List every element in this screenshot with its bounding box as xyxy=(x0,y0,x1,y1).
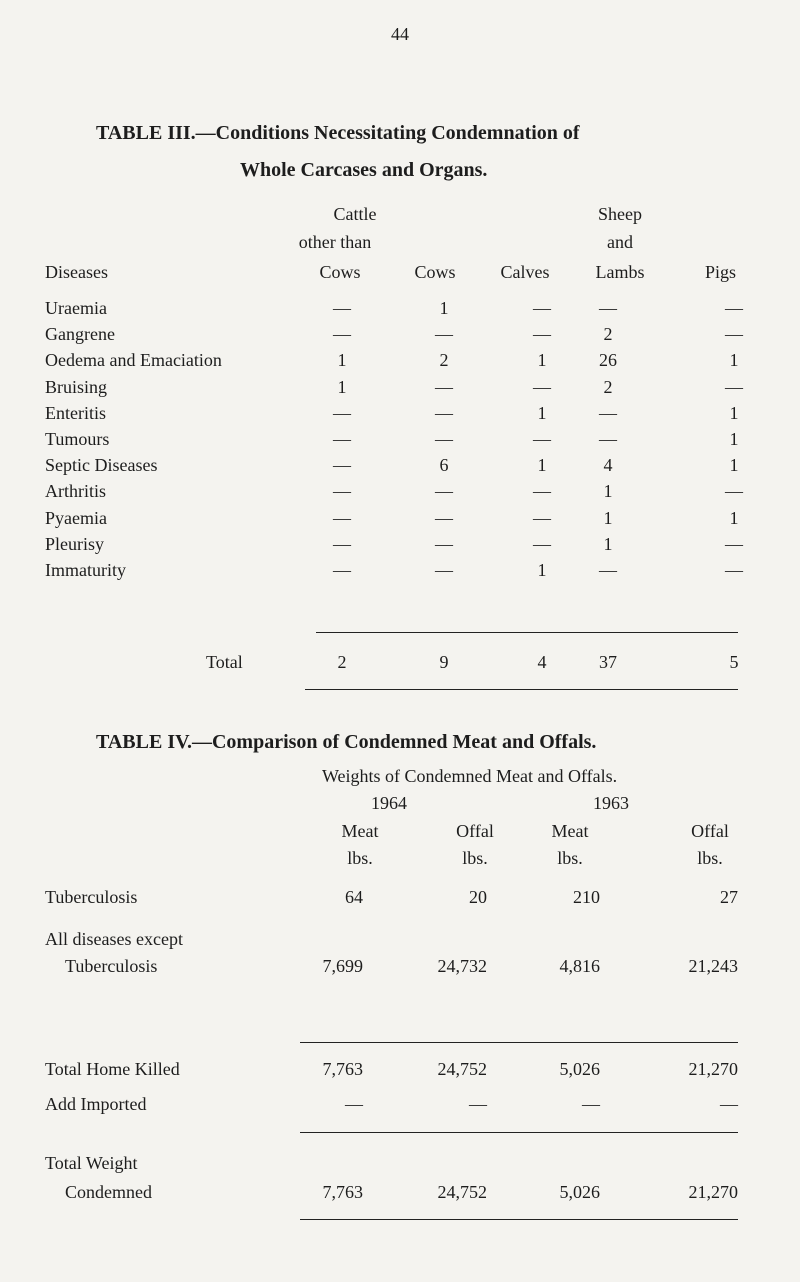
unit-offal-1964: lbs. xyxy=(462,848,488,868)
cell-o63: 21,270 xyxy=(688,1059,738,1079)
cell-cattle: — xyxy=(333,429,351,449)
cell-pigs: 1 xyxy=(729,455,739,475)
cell-m64: 7,699 xyxy=(322,956,363,976)
row-label: All diseases except xyxy=(45,929,183,949)
col-offal-1963: Offal xyxy=(691,821,729,841)
cell-calves: 1 xyxy=(537,560,547,580)
disease-label: Pyaemia xyxy=(45,508,107,528)
table3-total-label: Total xyxy=(206,652,243,672)
cell-calves: — xyxy=(533,429,551,449)
cell-o64: — xyxy=(469,1094,487,1114)
unit-meat-1964: lbs. xyxy=(347,848,373,868)
cell-m64: 7,763 xyxy=(322,1182,363,1202)
cell-cows: 1 xyxy=(439,298,449,318)
cell-sheep: 4 xyxy=(603,455,613,475)
cell-pigs: 1 xyxy=(729,508,739,528)
cell-cows: — xyxy=(435,534,453,554)
cell-m63: 5,026 xyxy=(559,1182,600,1202)
table3-total-calves: 4 xyxy=(537,652,547,672)
row-label-cont: Condemned xyxy=(65,1182,152,1202)
cell-cows: — xyxy=(435,403,453,423)
table4-subtitle: Weights of Condemned Meat and Offals. xyxy=(322,766,618,786)
table3-title-line1: TABLE III.—Conditions Necessitating Condemnation of xyxy=(96,122,580,144)
cell-cattle: 1 xyxy=(337,377,347,397)
table3-total-cattle: 2 xyxy=(337,652,347,672)
cell-o63: 21,270 xyxy=(688,1182,738,1202)
cell-sheep: — xyxy=(599,560,617,580)
cell-cows: — xyxy=(435,508,453,528)
disease-label: Septic Diseases xyxy=(45,455,158,475)
cell-cattle: — xyxy=(333,455,351,475)
cell-pigs: — xyxy=(725,481,743,501)
cell-cattle: — xyxy=(333,403,351,423)
table3-rule-bottom xyxy=(305,689,738,690)
cell-sheep: 1 xyxy=(603,481,613,501)
row-label: Tuberculosis xyxy=(45,887,138,907)
row-label: Total Weight xyxy=(45,1153,138,1173)
disease-label: Immaturity xyxy=(45,560,126,580)
disease-label: Pleurisy xyxy=(45,534,105,554)
disease-label: Bruising xyxy=(45,377,108,397)
disease-label: Enteritis xyxy=(45,403,106,423)
cell-o63: 21,243 xyxy=(688,956,738,976)
table4-rule-3 xyxy=(300,1219,738,1220)
cell-m64: 64 xyxy=(345,887,363,907)
header-sheep-l3: Lambs xyxy=(595,262,645,282)
table3-rule-top xyxy=(316,632,738,633)
row-label: Add Imported xyxy=(45,1094,147,1114)
cell-m63: 4,816 xyxy=(559,956,600,976)
cell-calves: 1 xyxy=(537,455,547,475)
col-meat-1963: Meat xyxy=(551,821,589,841)
cell-sheep: 1 xyxy=(603,534,613,554)
cell-calves: 1 xyxy=(537,403,547,423)
cell-pigs: 1 xyxy=(729,429,739,449)
table4-rule-1 xyxy=(300,1042,738,1043)
disease-label: Oedema and Emaciation xyxy=(45,350,222,370)
cell-cattle: 1 xyxy=(337,350,347,370)
cell-sheep: — xyxy=(599,403,617,423)
cell-calves: 1 xyxy=(537,350,547,370)
cell-sheep: — xyxy=(599,298,617,318)
cell-cattle: — xyxy=(333,324,351,344)
cell-m64: — xyxy=(345,1094,363,1114)
cell-o63: 27 xyxy=(720,887,738,907)
cell-pigs: — xyxy=(725,324,743,344)
page-number: 44 xyxy=(391,24,409,44)
cell-cattle: — xyxy=(333,508,351,528)
table4-rule-2 xyxy=(300,1132,738,1133)
header-sheep-l2: and xyxy=(607,232,633,252)
cell-cattle: — xyxy=(333,298,351,318)
cell-o64: 20 xyxy=(469,887,487,907)
disease-label: Gangrene xyxy=(45,324,115,344)
header-cattle-l1: Cattle xyxy=(333,204,377,224)
header-sheep-l1: Sheep xyxy=(598,204,642,224)
header-pigs: Pigs xyxy=(705,262,737,282)
cell-m64: 7,763 xyxy=(322,1059,363,1079)
cell-o64: 24,752 xyxy=(437,1182,487,1202)
cell-cows: 2 xyxy=(439,350,449,370)
year-1963: 1963 xyxy=(593,793,629,813)
cell-cattle: — xyxy=(333,534,351,554)
cell-pigs: 1 xyxy=(729,350,739,370)
cell-o63: — xyxy=(720,1094,738,1114)
row-label-cont: Tuberculosis xyxy=(65,956,158,976)
table3-title-line2: Whole Carcases and Organs. xyxy=(240,159,488,181)
unit-offal-1963: lbs. xyxy=(697,848,723,868)
disease-label: Uraemia xyxy=(45,298,107,318)
table3-total-cows: 9 xyxy=(439,652,449,672)
col-meat-1964: Meat xyxy=(341,821,379,841)
unit-meat-1963: lbs. xyxy=(557,848,583,868)
disease-label: Arthritis xyxy=(45,481,106,501)
cell-o64: 24,752 xyxy=(437,1059,487,1079)
cell-m63: — xyxy=(582,1094,600,1114)
cell-sheep: 26 xyxy=(599,350,617,370)
col-offal-1964: Offal xyxy=(456,821,494,841)
row-label: Total Home Killed xyxy=(45,1059,180,1079)
year-1964: 1964 xyxy=(371,793,407,813)
cell-m63: 210 xyxy=(573,887,600,907)
cell-pigs: — xyxy=(725,560,743,580)
cell-cows: — xyxy=(435,481,453,501)
table3-total-pigs: 5 xyxy=(729,652,739,672)
header-diseases: Diseases xyxy=(45,262,108,282)
cell-o64: 24,732 xyxy=(437,956,487,976)
cell-pigs: — xyxy=(725,377,743,397)
header-cows: Cows xyxy=(414,262,456,282)
cell-calves: — xyxy=(533,324,551,344)
cell-cows: — xyxy=(435,429,453,449)
cell-calves: — xyxy=(533,481,551,501)
cell-pigs: — xyxy=(725,298,743,318)
cell-cows: — xyxy=(435,324,453,344)
cell-sheep: — xyxy=(599,429,617,449)
cell-calves: — xyxy=(533,534,551,554)
cell-cattle: — xyxy=(333,481,351,501)
table3-total-sheep: 37 xyxy=(599,652,617,672)
disease-label: Tumours xyxy=(45,429,110,449)
cell-m63: 5,026 xyxy=(559,1059,600,1079)
header-calves: Calves xyxy=(500,262,550,282)
cell-calves: — xyxy=(533,508,551,528)
cell-cows: — xyxy=(435,377,453,397)
cell-sheep: 2 xyxy=(603,377,613,397)
cell-sheep: 1 xyxy=(603,508,613,528)
header-cattle-l2: other than xyxy=(298,232,372,252)
cell-sheep: 2 xyxy=(603,324,613,344)
cell-cows: 6 xyxy=(439,455,449,475)
cell-cows: — xyxy=(435,560,453,580)
cell-pigs: 1 xyxy=(729,403,739,423)
table4-title: TABLE IV.—Comparison of Condemned Meat and Offals. xyxy=(96,731,597,753)
cell-calves: — xyxy=(533,298,551,318)
header-cattle-l3: Cows xyxy=(319,262,361,282)
cell-calves: — xyxy=(533,377,551,397)
cell-cattle: — xyxy=(333,560,351,580)
cell-pigs: — xyxy=(725,534,743,554)
